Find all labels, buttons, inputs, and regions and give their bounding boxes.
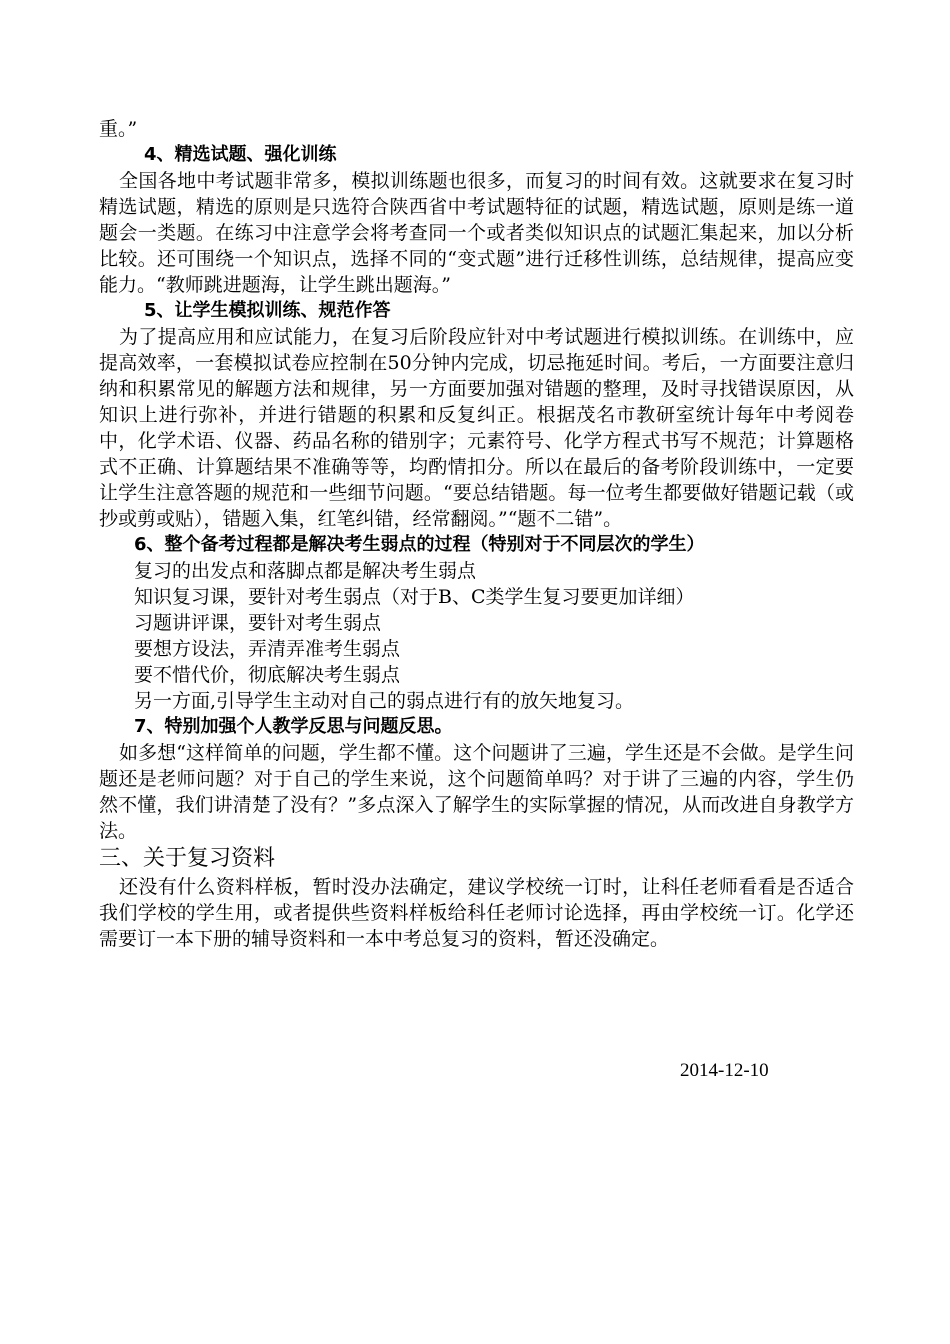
list-item: 复习的出发点和落脚点都是解决考生弱点 bbox=[134, 560, 477, 582]
paragraph-continued: 重。” bbox=[99, 118, 138, 140]
paragraph-4: 全国各地中考试题非常多，模拟训练题也很多，而复习的时间有效。这就要求在复习时精选试题，精选的原则是只选符合陕西省中考试题特征的试题，精选试题，原则是练一道题会一类题。在练习中注意学会将考查同一个或者类似知识点的试题汇集起来，加以分析比较。还可围绕一个知识点，选择不同的“变式题”进行迁移性训练，总结规律，提高应变能力。“教师跳进题海，让学生跳出题海。” bbox=[99, 170, 854, 296]
document-body bbox=[99, 116, 854, 952]
heading-4: 4、精选试题、强化训练 bbox=[144, 144, 337, 165]
list-item: 要不惜代价，彻底解决考生弱点 bbox=[134, 664, 401, 686]
heading-7: 7、特别加强个人教学反思与问题反思。 bbox=[134, 716, 453, 737]
list-item: 知识复习课，要针对考生弱点（对于B、C类学生复习要更加详细） bbox=[134, 586, 695, 608]
paragraph-7: 如多想“这样简单的问题，学生都不懂。这个问题讲了三遍，学生还是不会做。是学生问题还是老师问题？对于自己的学生来说，这个问题简单吗？对于讲了三遍的内容，学生仍然不懂，我们讲清楚了没有？”多点深入了解学生的实际掌握的情况，从而改进自身教学方法。 bbox=[99, 742, 854, 842]
list-item: 要想方设法，弄清弄准考生弱点 bbox=[134, 638, 401, 660]
list-item: 另一方面,引导学生主动对自己的弱点进行有的放矢地复习。 bbox=[134, 690, 635, 712]
list-item: 习题讲评课，要针对考生弱点 bbox=[134, 612, 382, 634]
heading-6: 6、整个备考过程都是解决考生弱点的过程（特别对于不同层次的学生） bbox=[134, 534, 705, 555]
section-heading-3: 三、关于复习资料 bbox=[99, 846, 276, 871]
paragraph-5: 为了提高应用和应试能力，在复习后阶段应针对中考试题进行模拟训练。在训练中，应提高效率，一套模拟试卷应控制在50分钟内完成，切忌拖延时间。考后，一方面要注意归纳和积累常见的解题方法和规律，另一方面要加强对错题的整理，及时寻找错误原因，从知识上进行弥补，并进行错题的积累和反复纠正。根据茂名市教研室统计每年中考阅卷中，化学术语、仪器、药品名称的错别字；元素符号、化学方程式书写不规范；计算题格式不正确、计算题结果不准确等等，均酌情扣分。所以在最后的备考阶段训练中，一定要让学生注意答题的规范和一些细节问题。“要总结错题。每一位考生都要做好错题记载（或抄或剪或贴），错题入集，红笔纠错，经常翻阅。”“题不二错”。 bbox=[99, 326, 854, 530]
paragraph-materials: 还没有什么资料样板，暂时没办法确定，建议学校统一订时，让科任老师看看是否适合我们学校的学生用，或者提供些资料样板给科任老师讨论选择，再由学校统一订。化学还需要订一本下册的辅导资料和一本中考总复习的资料，暂还没确定。 bbox=[99, 876, 854, 950]
heading-5: 5、让学生模拟训练、规范作答 bbox=[144, 300, 391, 321]
document-date: 2014-12-10 bbox=[680, 1060, 769, 1081]
